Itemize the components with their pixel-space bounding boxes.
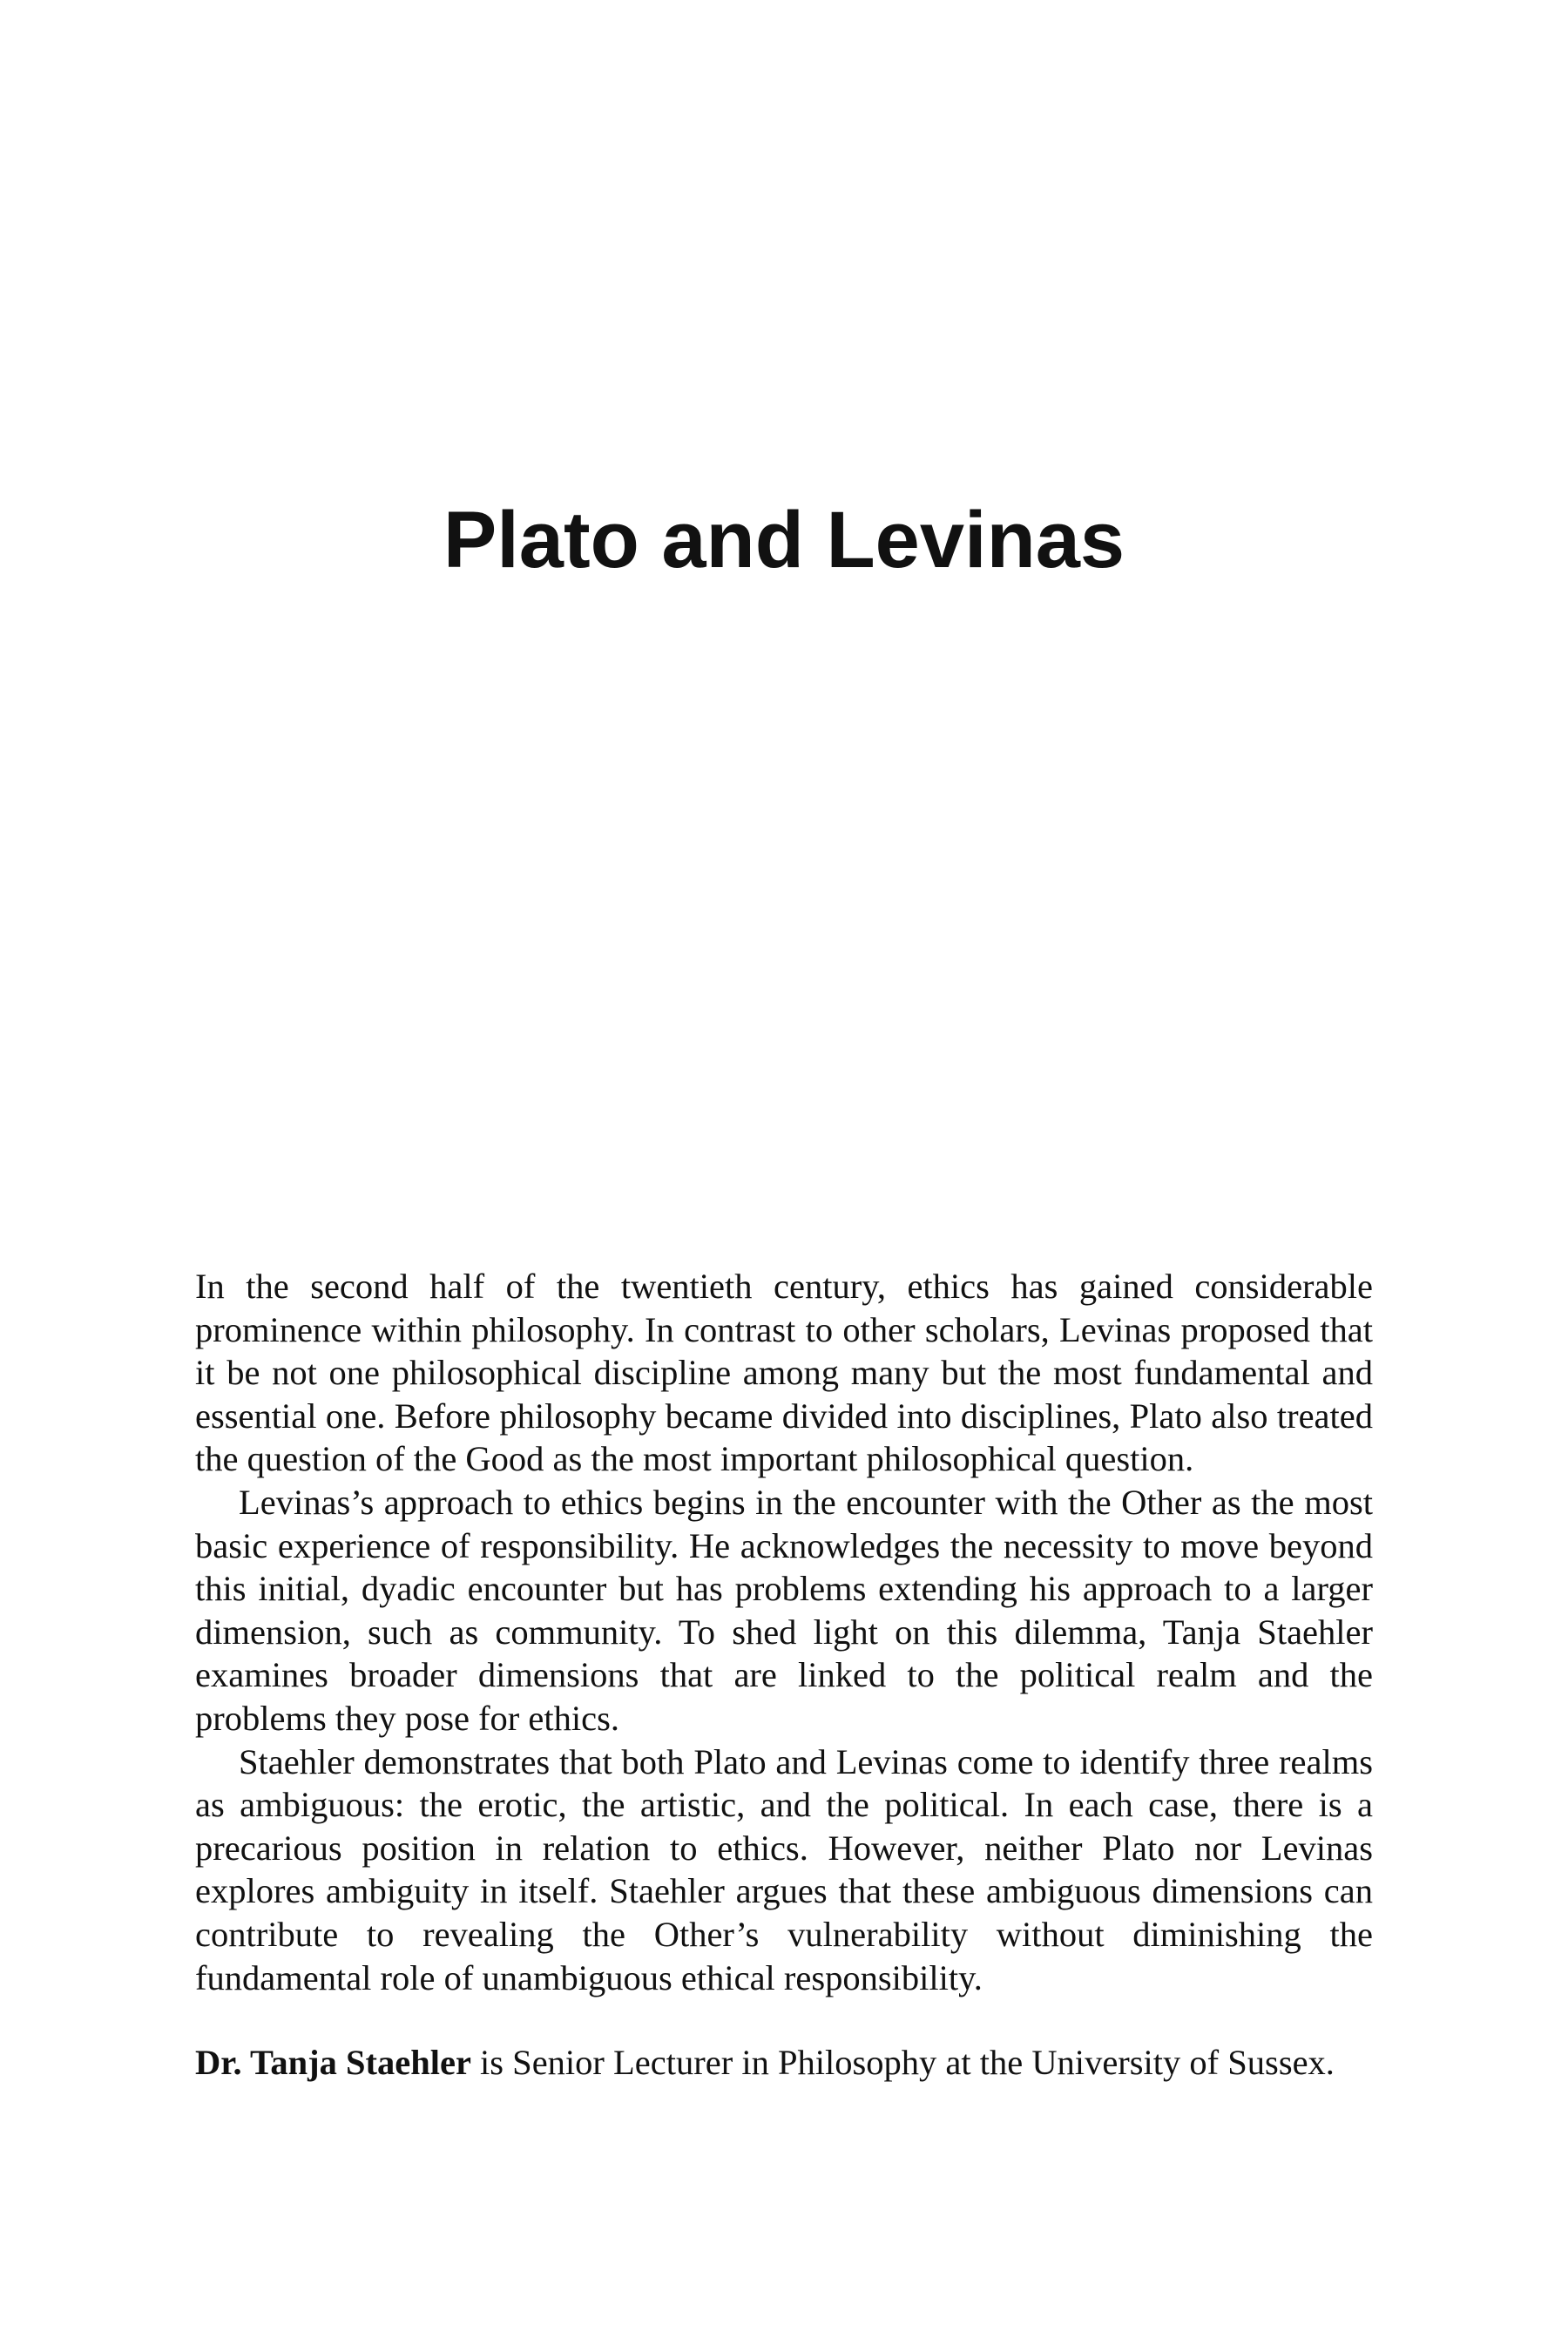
author-bio xyxy=(195,2041,1373,2085)
author-name: Dr. Tanja Staehler xyxy=(195,2043,471,2083)
blurb-paragraph-2: Levinas’s approach to ethics begins in the encounter with the Other as the most basic experience of responsibility. He acknowledges the necessity to move beyond this initial, dyadic encounter but has problems extending his approach to a larger dimension, such as community. To shed light on this dilemma, Tanja Staehler examines broader dimensions that are linked to the political realm and the problems they pose for ethics. xyxy=(195,1482,1373,1738)
author-bio-text: is Senior Lecturer in Philosophy at the University of Sussex. xyxy=(470,2043,1335,2083)
blurb-paragraph-3: Staehler demonstrates that both Plato and Levinas come to identify three realms as ambiguous: the erotic, the artistic, and the political. In each case, there is a precarious position in relation to ethics. However, neither Plato nor Levinas explores ambiguity in itself. Staehler argues that these ambiguous dimensions can contribute to revealing the Other’s vulnerability without diminishing the fundamental role of unambiguous ethical responsibility. xyxy=(195,1741,1373,1997)
back-cover-blurb xyxy=(195,1265,1373,2085)
blurb-paragraph-1: In the second half of the twentieth century, ethics has gained considerable prominence within philosophy. In contrast to other scholars, Levinas proposed that it be not one philosophical discipline among many but the most fundamental and essential one. Before philosophy became divided into disciplines, Plato also treated the question of the Good as the most important philosophical question. xyxy=(195,1267,1373,1479)
page-title: Plato and Levinas xyxy=(443,496,1125,585)
